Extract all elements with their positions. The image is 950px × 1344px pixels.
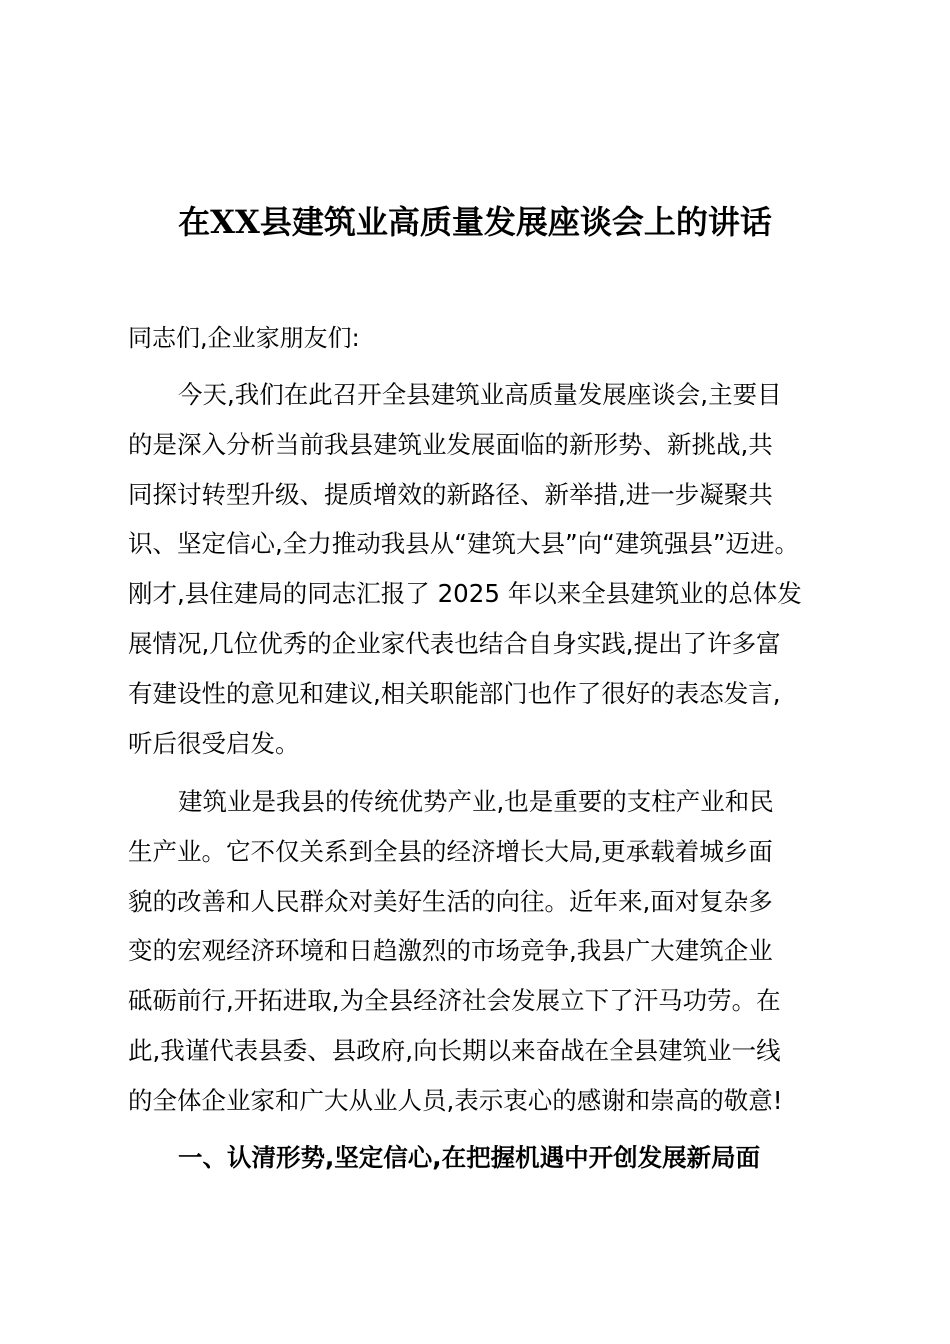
text-line: 今天,我们在此召开全县建筑业高质量发展座谈会,主要目	[178, 380, 782, 409]
paragraph-industry	[128, 777, 828, 1126]
text-line: 展情况,几位优秀的企业家代表也结合自身实践,提出了许多富	[128, 628, 781, 658]
text-line: 建筑业是我县的传统优势产业,也是重要的支柱产业和民	[178, 787, 774, 816]
salutation: 同志们,企业家朋友们:	[128, 324, 360, 352]
text-line: 变的宏观经济环境和日趋激烈的市场竞争,我县广大建筑企业	[128, 936, 773, 966]
text-line: 有建设性的意见和建议,相关职能部门也作了很好的表态发言,	[128, 678, 781, 708]
text-line: 同探讨转型升级、提质增效的新路径、新举措,进一步凝聚共	[128, 479, 773, 509]
text-line: 刚才,县住建局的同志汇报了 2025 年以来全县建筑业的总体发	[128, 579, 802, 609]
text-line: 生产业。它不仅关系到全县的经济增长大局,更承载着城乡面	[128, 836, 773, 866]
text-line: 的是深入分析当前我县建筑业发展面临的新形势、新挑战,共	[128, 429, 773, 459]
text-line: 的全体企业家和广大从业人员,表示衷心的感谢和崇高的敬意!	[128, 1085, 783, 1115]
text-line: 此,我谨代表县委、县政府,向长期以来奋战在全县建筑业一线	[128, 1035, 781, 1065]
document-title: 在XX县建筑业高质量发展座谈会上的讲话	[178, 203, 772, 241]
text-line: 听后很受启发。	[128, 728, 300, 758]
section-heading: 一、认清形势,坚定信心,在把握机遇中开创发展新局面	[178, 1143, 761, 1172]
paragraph-opening	[128, 370, 828, 768]
text-line: 识、坚定信心,全力推动我县从“建筑大县”向“建筑强县”迈进。	[128, 529, 800, 559]
text-line: 貌的改善和人民群众对美好生活的向往。近年来,面对复杂多	[128, 886, 773, 916]
text-line: 砥砺前行,开拓进取,为全县经济社会发展立下了汗马功劳。在	[128, 986, 781, 1016]
